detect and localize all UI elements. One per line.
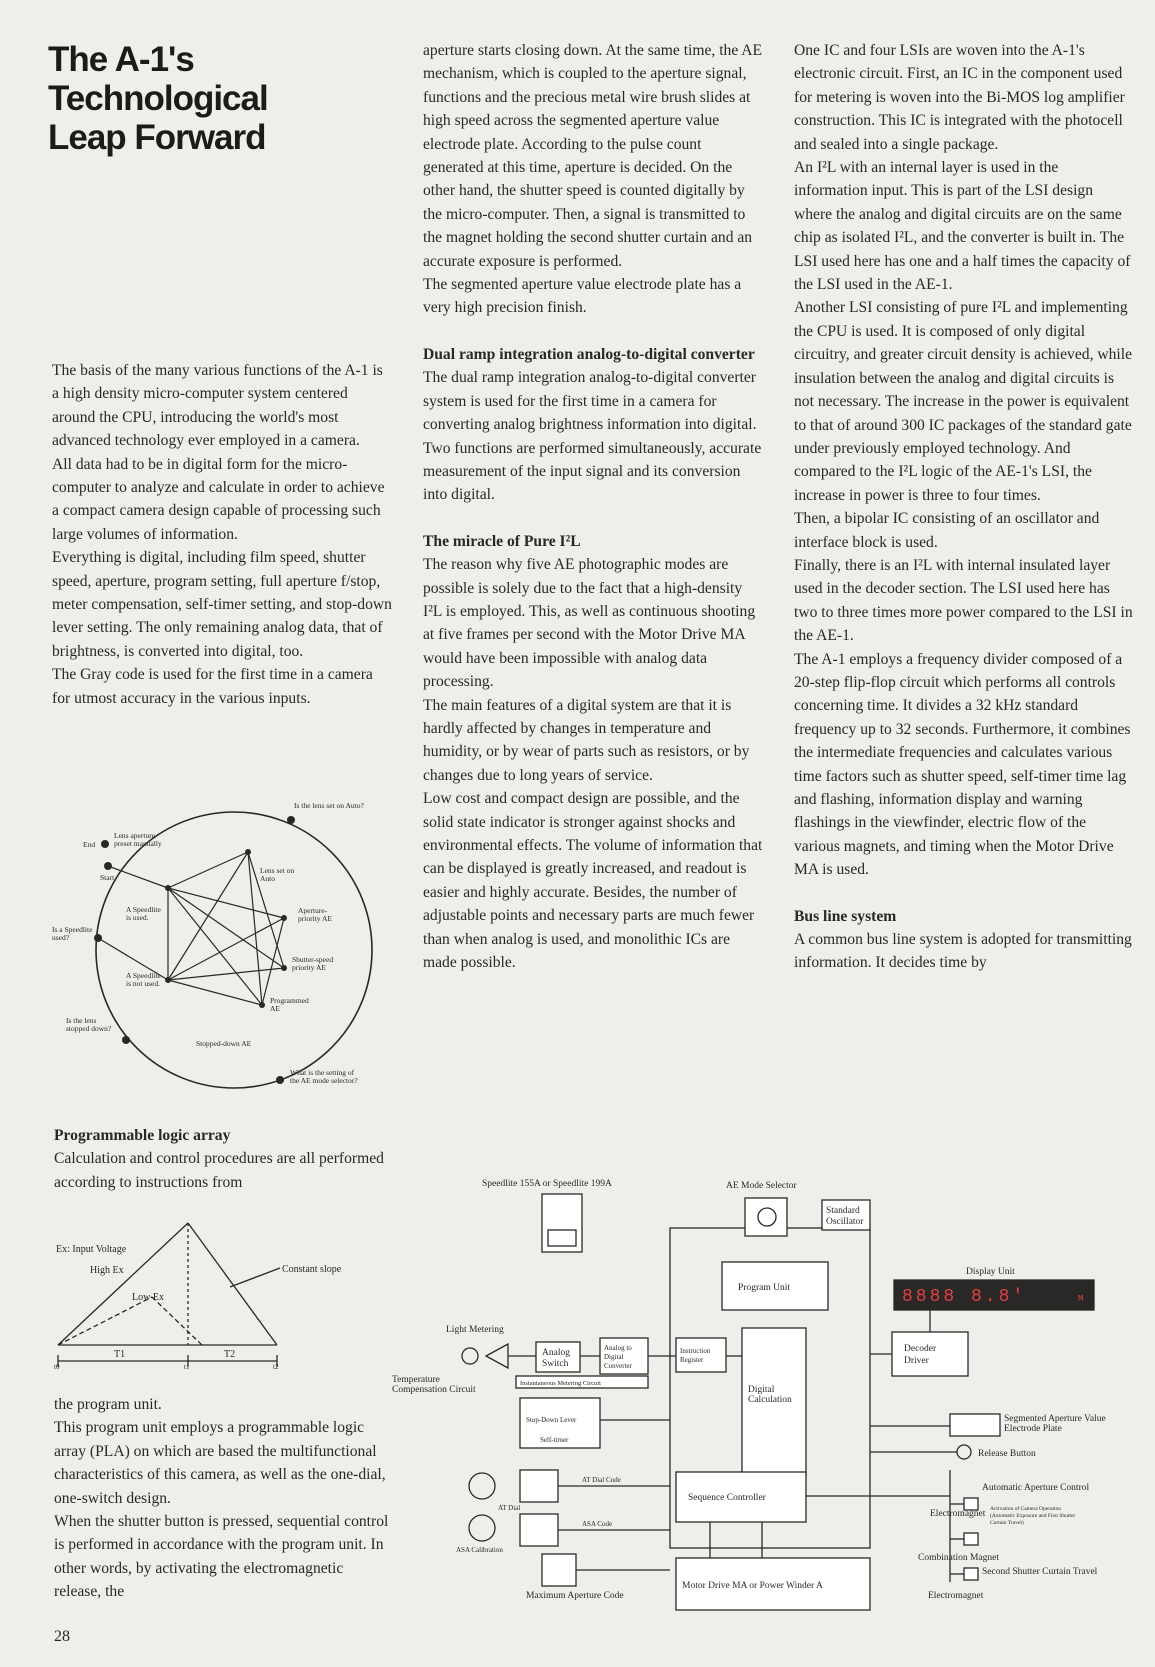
auto-aperture: Automatic Aperture Control — [982, 1483, 1090, 1493]
decoder-2: Driver — [904, 1356, 929, 1366]
display-digits: 8888 8.8' — [902, 1287, 1027, 1307]
circuit-block-diagram — [390, 1170, 1150, 1625]
flow-aperture-ae-2: priority AE — [298, 914, 332, 923]
col1-continued — [54, 1393, 394, 1604]
release-button: Release Button — [978, 1449, 1036, 1459]
miracle-heading: The miracle of Pure I²L — [423, 532, 581, 550]
temp-comp-2: Compensation Circuit — [392, 1385, 476, 1395]
flow-shutter-ae-1: Shutter-speed — [292, 955, 334, 964]
paragraph: Then, a bipolar IC consisting of an oscillator and interface block is used. — [794, 510, 1100, 551]
flow-speedlite-used-2: is used. — [126, 913, 149, 922]
at-dial-code: AT Dial Code — [582, 1476, 621, 1484]
program-unit: Program Unit — [738, 1283, 790, 1293]
instr-reg-1: Instruction — [680, 1347, 711, 1355]
flow-lens-manual-2: preset manually — [114, 839, 162, 848]
analog-switch-2: Switch — [542, 1359, 569, 1369]
electromagnet-2: Electromagnet — [928, 1591, 984, 1601]
digital-calc-1: Digital — [748, 1385, 775, 1395]
activation-3: Curtain Travel) — [990, 1520, 1024, 1526]
activation-1: Activation of Camera Operation — [990, 1506, 1062, 1512]
col3 — [794, 39, 1134, 975]
paragraph: The main features of a digital system are that it is hardly affected by changes in temperature and humidity, or by wear of parts such as resistors, or by changes due to long years of service. — [423, 696, 750, 784]
asa-code: ASA Code — [582, 1520, 613, 1528]
paragraph: The dual ramp integration analog-to-digital converter system is used for the first time in a camera for converting analog brightness information into digital. Two functions are performed simultaneously, accurate measurement of the input signal and its conversion into digital. — [423, 369, 762, 504]
page-number: 28 — [54, 1628, 70, 1645]
paragraph: All data had to be in digital form for the micro-computer to analyze and calculate in order to achieve a compact camera design capable of processing such large volumes of information. — [52, 455, 385, 543]
ramp-t0: t0 — [54, 1363, 60, 1370]
adc-2: Digital — [604, 1353, 624, 1361]
ramp-tb: t2 — [273, 1363, 279, 1370]
second-curtain: Second Shutter Curtain Travel — [982, 1567, 1098, 1577]
flow-speedlite-not-2: is not used. — [126, 979, 160, 988]
paragraph: The basis of the many various functions of the A-1 is a high density micro-computer system centered around the CPU, introducing the world's most advanced technology ever employed in a camera. — [52, 362, 383, 450]
temp-comp-1: Temperature — [392, 1375, 440, 1385]
ramp-ex-label: Ex: Input Voltage — [56, 1244, 127, 1255]
max-aperture-code: Maximum Aperture Code — [526, 1591, 624, 1601]
analog-switch-1: Analog — [542, 1348, 570, 1358]
flow-speedlite-q-1: Is a Speedlite — [52, 925, 93, 934]
paragraph: The reason why five AE photographic modes are possible is solely due to the fact that a high-density I²L is employed. This, as well as continuous shooting at five frames per second with the Motor Drive MA would have been impossible with analog data processing. — [423, 556, 756, 691]
speedlite-label: Speedlite 155A or Speedlite 199A — [482, 1179, 612, 1189]
ae-selector-label: AE Mode Selector — [726, 1181, 797, 1191]
flow-speedlite-not-1: A Speedlite — [126, 971, 161, 980]
paragraph: The segmented aperture value electrode plate has a very high precision finish. — [423, 276, 742, 317]
mode-flow-diagram — [48, 790, 388, 1090]
stop-down: Stop-Down Lever — [526, 1416, 577, 1424]
paragraph: One IC and four LSIs are woven into the A-1's electronic circuit. First, an IC in the component used for metering is woven into the Bi-MOS log amplifier construction. This IC is integrated with the photocell and sealed into a single package. — [794, 42, 1125, 153]
at-dial: AT Dial — [498, 1504, 521, 1512]
paragraph: Another LSI consisting of pure I²L and implementing the CPU is used. It is composed of only digital circuitry, and greater circuit density is achieved, while insulation between the analog and digital circuits is not necessary. The increase in the power is equivalent to that of around 300 IC packages of the standard gate under previously employed technology. And compared to the I²L logic of the AE-1's LSI, the increase in power is three to four times. — [794, 299, 1133, 504]
dual-ramp-heading: Dual ramp integration analog-to-digital converter — [423, 345, 755, 363]
activation-2: (Automatic Exposure and First Shutter — [990, 1513, 1076, 1519]
paragraph: A common bus line system is adopted for transmitting information. It decides time by — [794, 931, 1132, 972]
flow-lens-auto-2: Auto — [260, 874, 275, 883]
flow-lens-auto-1: Lens set on — [260, 866, 295, 875]
light-metering: Light Metering — [446, 1325, 504, 1335]
page-title — [48, 40, 348, 157]
motor-drive: Motor Drive MA or Power Winder A — [682, 1581, 823, 1591]
title-line-2: Technological — [48, 79, 268, 118]
flow-lens-manual-1: Lens aperture — [114, 831, 156, 840]
flow-speedlite-q-2: used? — [52, 933, 70, 942]
flow-programmed-1: Programmed — [270, 996, 309, 1005]
std-osc-2: Oscillator — [826, 1217, 864, 1227]
segmented-1: Segmented Aperture Value — [1004, 1414, 1106, 1424]
paragraph: Low cost and compact design are possible, and the solid state indicator is stronger against shocks and environmental effects. The volume of information that can be displayed is greatly increased, and readout is easier and highly accurate. Besides, the number of adjustable points and necessary parts are much fewer than when analog is used, and monolithic ICs are made possible. — [423, 790, 763, 972]
std-osc-1: Standard — [826, 1206, 860, 1216]
paragraph: When the shutter button is pressed, sequential control is performed in accordance with the program unit. In other words, by activating the electromagnetic release, the — [54, 1513, 389, 1601]
paragraph: the program unit. — [54, 1396, 162, 1413]
self-timer: Self-timer — [540, 1436, 569, 1444]
flow-end: End — [83, 840, 96, 849]
ramp-t2: T2 — [224, 1349, 236, 1360]
display-m: M — [1078, 1294, 1084, 1304]
paragraph: This program unit employs a programmable logic array (PLA) on which are based the multifunctional characteristics of this camera, as well as the one-dial, one-switch design. — [54, 1419, 386, 1507]
title-line-3: Leap Forward — [48, 118, 266, 157]
flow-aperture-ae-1: Aperture- — [298, 906, 328, 915]
flow-programmed-2: AE — [270, 1004, 280, 1013]
paragraph: Finally, there is an I²L with internal insulated layer used in the decoder section. The LSI used here has two to three times more power compared to the LSI in the AE-1. — [794, 556, 1133, 645]
digital-calc-2: Calculation — [748, 1395, 792, 1405]
flow-stopped-q-1: Is the lens — [66, 1016, 97, 1025]
paragraph: Everything is digital, including film speed, shutter speed, aperture, program setting, full aperture f/stop, meter compensation, self-timer setting, and stop-down lever setting. The only remaining analog data, that of brightness, is converted into digital, too. — [52, 549, 392, 660]
pla-heading: Programmable logic array — [54, 1127, 231, 1144]
paragraph: Calculation and control procedures are all performed according to instructions from — [54, 1150, 384, 1191]
paragraph: The Gray code is used for the first time in a camera for utmost accuracy in the various inputs. — [52, 666, 373, 707]
display-unit-label: Display Unit — [966, 1267, 1015, 1277]
dual-ramp-diagram — [52, 1215, 392, 1370]
instant-metering: Instantaneous Metering Circuit — [520, 1380, 601, 1387]
paragraph: The A-1 employs a frequency divider composed of a 20-step flip-flop circuit which performs all controls concerning time. It divides a 32 kHz standard frequency up to 32 seconds. Furthermore, it combines the intermediate frequencies and calculates various time factors such as shutter speed, self-timer time lag and flashing, information display and warning flashings in the viewfinder, electric flow of the various magnets, and timing when the Motor Drive MA is used. — [794, 650, 1131, 879]
flow-speedlite-used-1: A Speedlite — [126, 905, 161, 914]
paragraph: An I²L with an internal layer is used in the information input. This is part of the LSI design where the analog and digital circuits are on the same chip as isolated I²L, and the converter is built in. The LSI used here has one and a half times the capacity of the LSI used in the AE-1. — [794, 159, 1131, 294]
title-line-1: The A-1's — [48, 40, 194, 79]
bus-heading: Bus line system — [794, 907, 897, 925]
flow-stopped-ae: Stopped-down AE — [196, 1039, 252, 1048]
instr-reg-2: Register — [680, 1356, 704, 1364]
col2 — [423, 39, 763, 974]
asa-calibration: ASA Calibration — [456, 1546, 503, 1554]
ramp-t1: T1 — [114, 1349, 126, 1360]
flow-ae-selector-q-2: the AE mode selector? — [290, 1076, 358, 1085]
pla-section — [54, 1124, 394, 1194]
paragraph: aperture starts closing down. At the same time, the AE mechanism, which is coupled to the aperture signal, functions and the precious metal wire brush slides at high speed across the segmented aperture value electrode plate. According to the pulse count generated at this time, aperture is decided. On the other hand, the shutter speed is counted digitally by the micro-computer. Then, a signal is transmitted to the magnet holding the second shutter curtain and an accurate exposure is performed. — [423, 42, 763, 270]
col1-intro — [52, 359, 392, 710]
ramp-constant: Constant slope — [282, 1264, 342, 1275]
ramp-low: Low Ex — [132, 1292, 164, 1303]
segmented-2: Electrode Plate — [1004, 1424, 1062, 1434]
adc-1: Analog to — [604, 1344, 632, 1352]
electromagnet-1: Electromagnet — [930, 1509, 986, 1519]
flow-start: Start — [100, 873, 115, 882]
flow-stopped-q-2: stopped down? — [66, 1024, 112, 1033]
flow-ae-selector-q-1: What is the setting of — [290, 1068, 355, 1077]
adc-3: Converter — [604, 1362, 632, 1370]
combination-magnet: Combination Magnet — [918, 1553, 1000, 1563]
sequence-controller: Sequence Controller — [688, 1493, 766, 1503]
ramp-ta: t1 — [184, 1363, 190, 1370]
ramp-high: High Ex — [90, 1265, 124, 1276]
flow-shutter-ae-2: priority AE — [292, 963, 326, 972]
flow-lens-auto-q: Is the lens set on Auto? — [294, 801, 364, 810]
decoder-1: Decoder — [904, 1344, 937, 1354]
